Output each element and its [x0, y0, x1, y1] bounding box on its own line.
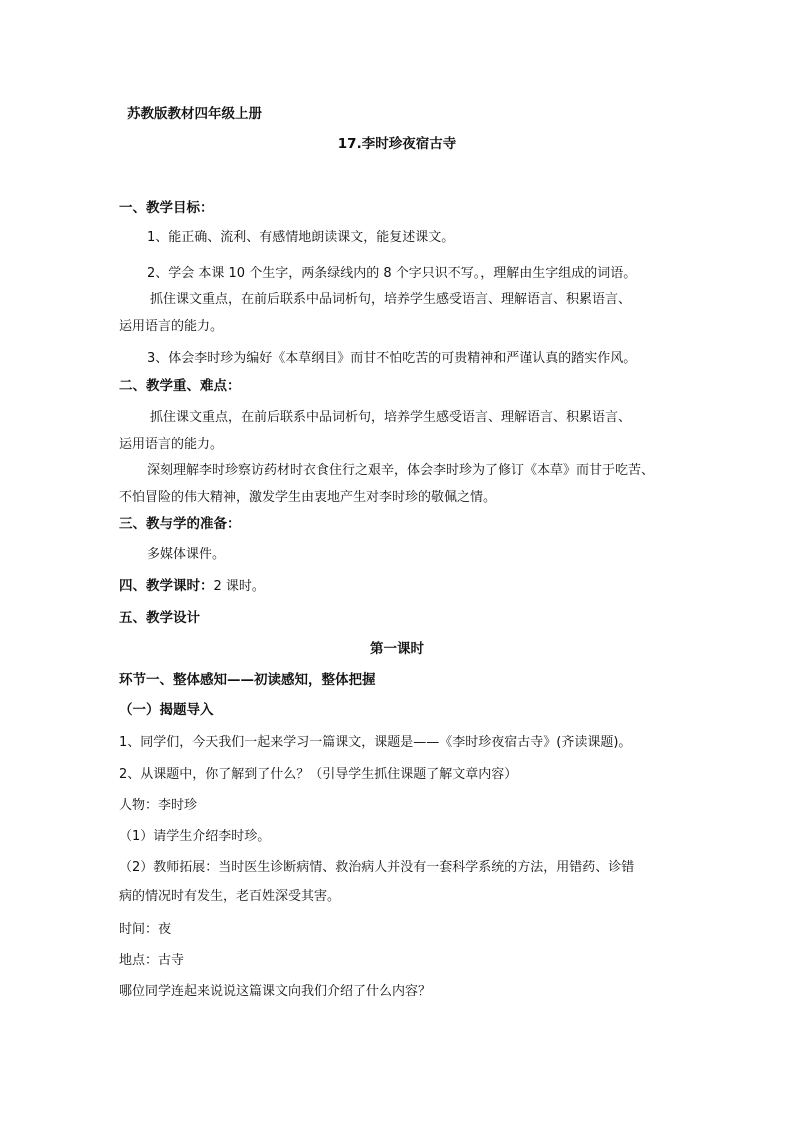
objective-2-continued-2: 运用语言的能力。: [119, 319, 224, 334]
period-title: 第一课时: [370, 641, 424, 657]
class-hours-value: 2 课时。: [213, 579, 265, 594]
body-line-6: 时间：夜: [119, 922, 172, 937]
key-point-1-continued: 运用语言的能力。: [119, 437, 224, 452]
key-point-2: 深刻理解李时珍察访药材时衣食住行之艰辛，体会李时珍为了修订《本草》而甘于吃苦、: [147, 463, 655, 478]
key-point-2-continued: 不怕冒险的伟大精神，激发学生由衷地产生对李时珍的敬佩之情。: [119, 490, 497, 505]
body-line-2: 2、从课题中，你了解到了什么？（引导学生抓住课题了解文章内容）: [119, 767, 518, 782]
class-hours-row: [119, 577, 265, 596]
key-point-1: 抓住课文重点，在前后联系中品词析句，培养学生感受语言、理解语言、积累语言、: [150, 410, 632, 425]
objective-1: 1、能正确、流利、有感情地朗读课文，能复述课文。: [147, 230, 455, 245]
body-line-7: 地点：古寺: [119, 953, 185, 968]
section-heading-design: 五、教学设计: [119, 610, 200, 626]
subsection-heading: （一）揭题导入: [119, 702, 214, 718]
section-heading-objectives: 一、教学目标：: [119, 200, 214, 216]
objective-3: 3、体会李时珍为编好《本草纲目》而甘不怕吃苦的可贵精神和严谨认真的踏实作风。: [147, 351, 637, 366]
body-line-8: 哪位同学连起来说说这篇课文向我们介绍了什么内容？: [119, 984, 432, 999]
body-line-1: 1、同学们，今天我们一起来学习一篇课文，课题是——《李时珍夜宿古寺》(齐读课题)。: [119, 735, 632, 750]
section-heading-class-hours: 四、教学课时：: [119, 578, 214, 594]
body-line-5: （2）教师拓展：当时医生诊断病情、救治病人并没有一套科学系统的方法，用错药、诊错: [119, 860, 635, 875]
objective-2-continued: 抓住课文重点，在前后联系中品词析句，培养学生感受语言、理解语言、积累语言、: [150, 292, 632, 307]
body-line-5-continued: 病的情况时有发生，老百姓深受其害。: [119, 889, 341, 904]
textbook-label: 苏教版教材四年级上册: [127, 106, 262, 122]
section-heading-preparation: 三、教与学的准备：: [119, 516, 241, 532]
preparation-content: 多媒体课件。: [147, 547, 226, 562]
lesson-title: 17.李时珍夜宿古寺: [337, 136, 457, 152]
objective-2: 2、学会 本课 10 个生字，两条绿线内的 8 个字只识不写。，理解由生字组成的词语。: [147, 266, 637, 281]
body-line-3: 人物：李时珍: [119, 798, 198, 813]
step-1-heading: 环节一、整体感知——初读感知，整体把握: [119, 672, 376, 688]
section-heading-key-points: 二、教学重、难点：: [119, 378, 241, 394]
body-line-4: （1）请学生介绍李时珍。: [119, 829, 271, 844]
